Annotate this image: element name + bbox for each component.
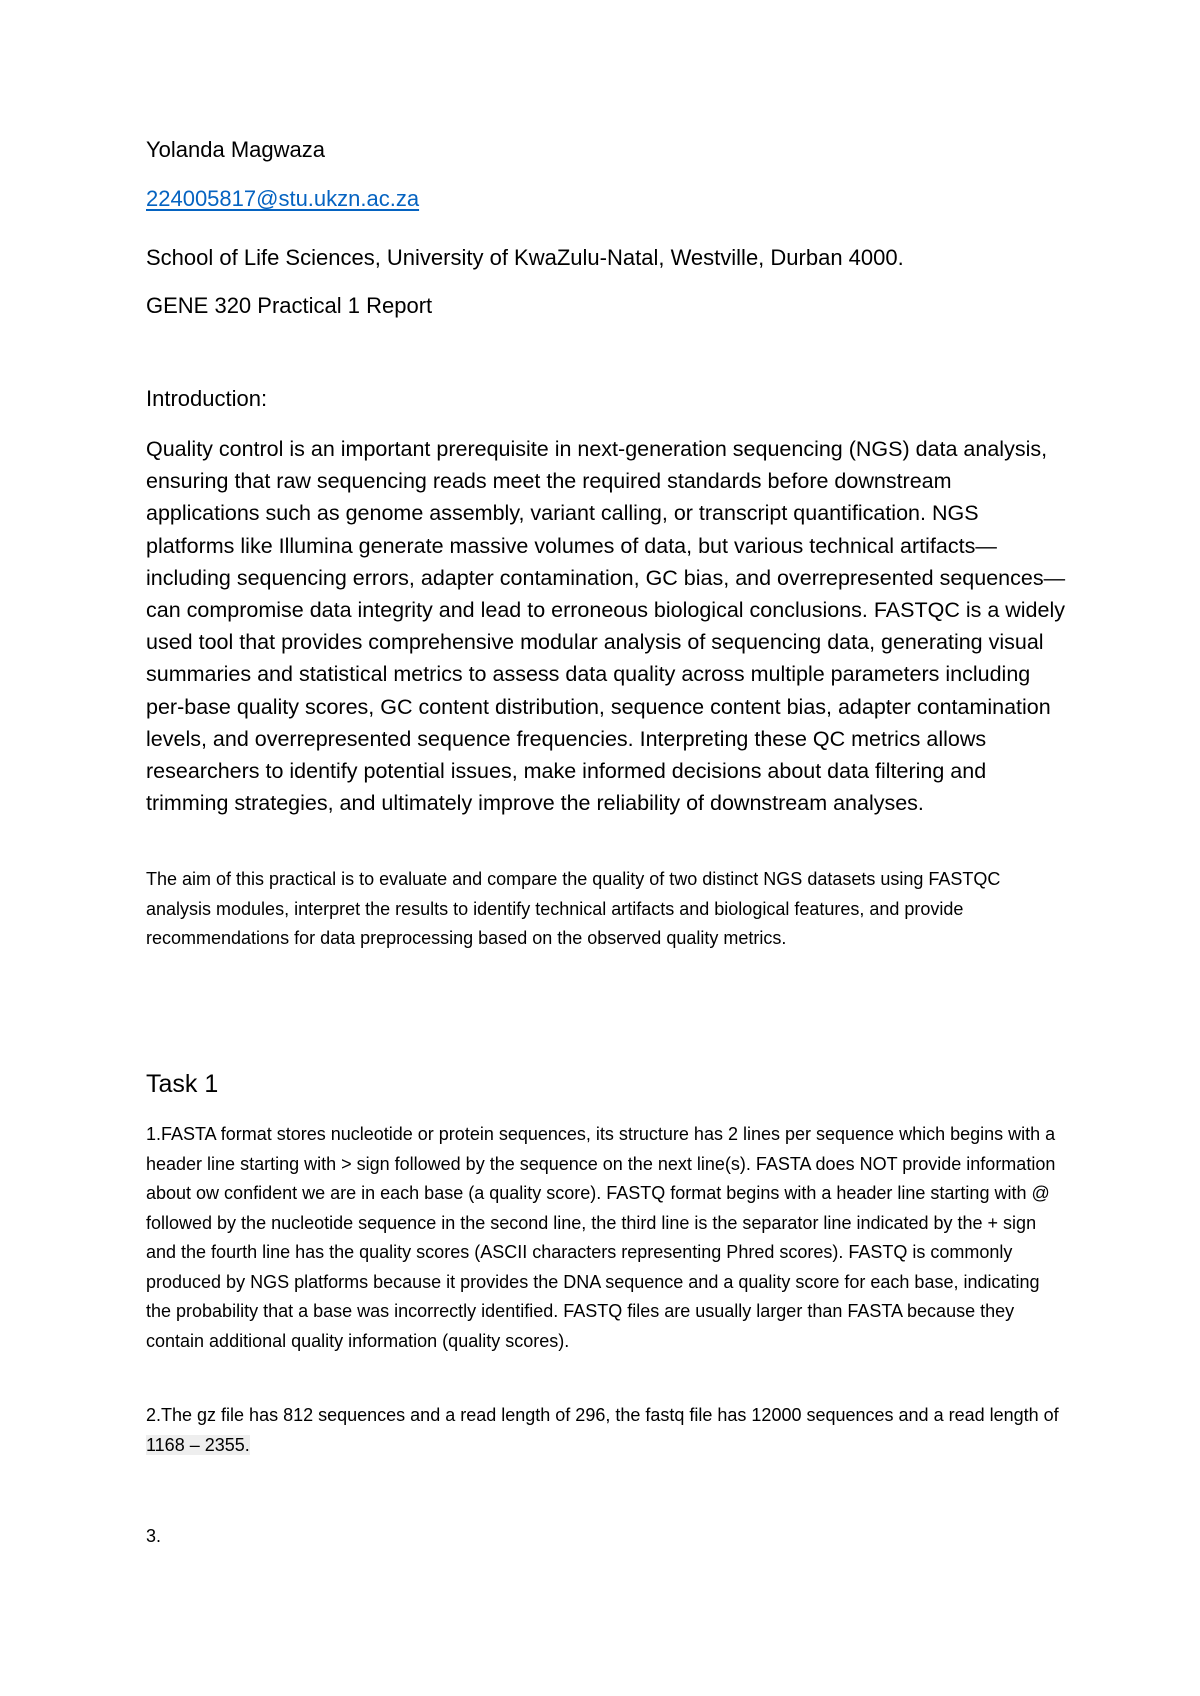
report-title: GENE 320 Practical 1 Report xyxy=(146,293,433,318)
author-name: Yolanda Magwaza xyxy=(146,137,325,162)
task1-heading: Task 1 xyxy=(146,1070,219,1098)
author-email-link[interactable]: 224005817@stu.ukzn.ac.za xyxy=(146,186,420,211)
introduction-body: Quality control is an important prerequisite in next-generation sequencing (NGS) data analysis, ensuring that raw sequencing reads meet the required standards before downstream applications such as genome assembly, variant calling, or transcript quantification. NGS platforms like Illumina generate massive volumes of data, but various technical artifacts—including sequencing errors, adapter contamination, GC bias, and overrepresented sequences—can compromise data integrity and lead to erroneous biological conclusions. FASTQC is a widely used tool that provides comprehensive modular analysis of sequencing data, generating visual summaries and statistical metrics to assess data quality across multiple parameters including per-base quality scores, GC content distribution, sequence content bias, adapter contamination levels, and overrepresented sequence frequencies. Interpreting these QC metrics allows researchers to identify potential issues, make informed decisions about data filtering and trimming strategies, and ultimately improve the reliability of downstream analyses. xyxy=(146,437,1066,816)
task1-answer-2 xyxy=(146,1401,1066,1460)
task1-answer-1: 1.FASTA format stores nucleotide or protein sequences, its structure has 2 lines per sequence which begins with a header line starting with > sign followed by the sequence on the next line(s). FASTA does NOT provide information about ow confident we are in each base (a quality score). FASTQ format begins with a header line starting with @ followed by the nucleotide sequence in the second line, the third line is the separator line indicated by the + sign and the fourth line has the quality scores (ASCII characters representing Phred scores). FASTQ is commonly produced by NGS platforms because it provides the DNA sequence and a quality score for each base, indicating the probability that a base was incorrectly identified. FASTQ files are usually larger than FASTA because they contain additional quality information (quality scores). xyxy=(146,1124,1056,1351)
task1-answer-3: 3. xyxy=(146,1526,162,1546)
aim-paragraph: The aim of this practical is to evaluate and compare the quality of two distinct NGS datasets using FASTQC analysis modules, interpret the results to identify technical artifacts and biological features, and provide recommendations for data preprocessing based on the observed quality metrics. xyxy=(146,869,1001,948)
introduction-heading: Introduction: xyxy=(146,386,268,411)
task1-answer-2-text: 2.The gz file has 812 sequences and a read length of 296, the fastq file has 12000 sequences and a read length of xyxy=(146,1405,1059,1425)
task1-answer-2-highlight: 1168 – 2355. xyxy=(146,1434,250,1455)
affiliation: School of Life Sciences, University of KwaZulu-Natal, Westville, Durban 4000. xyxy=(146,245,904,270)
document-page xyxy=(146,0,1066,1696)
